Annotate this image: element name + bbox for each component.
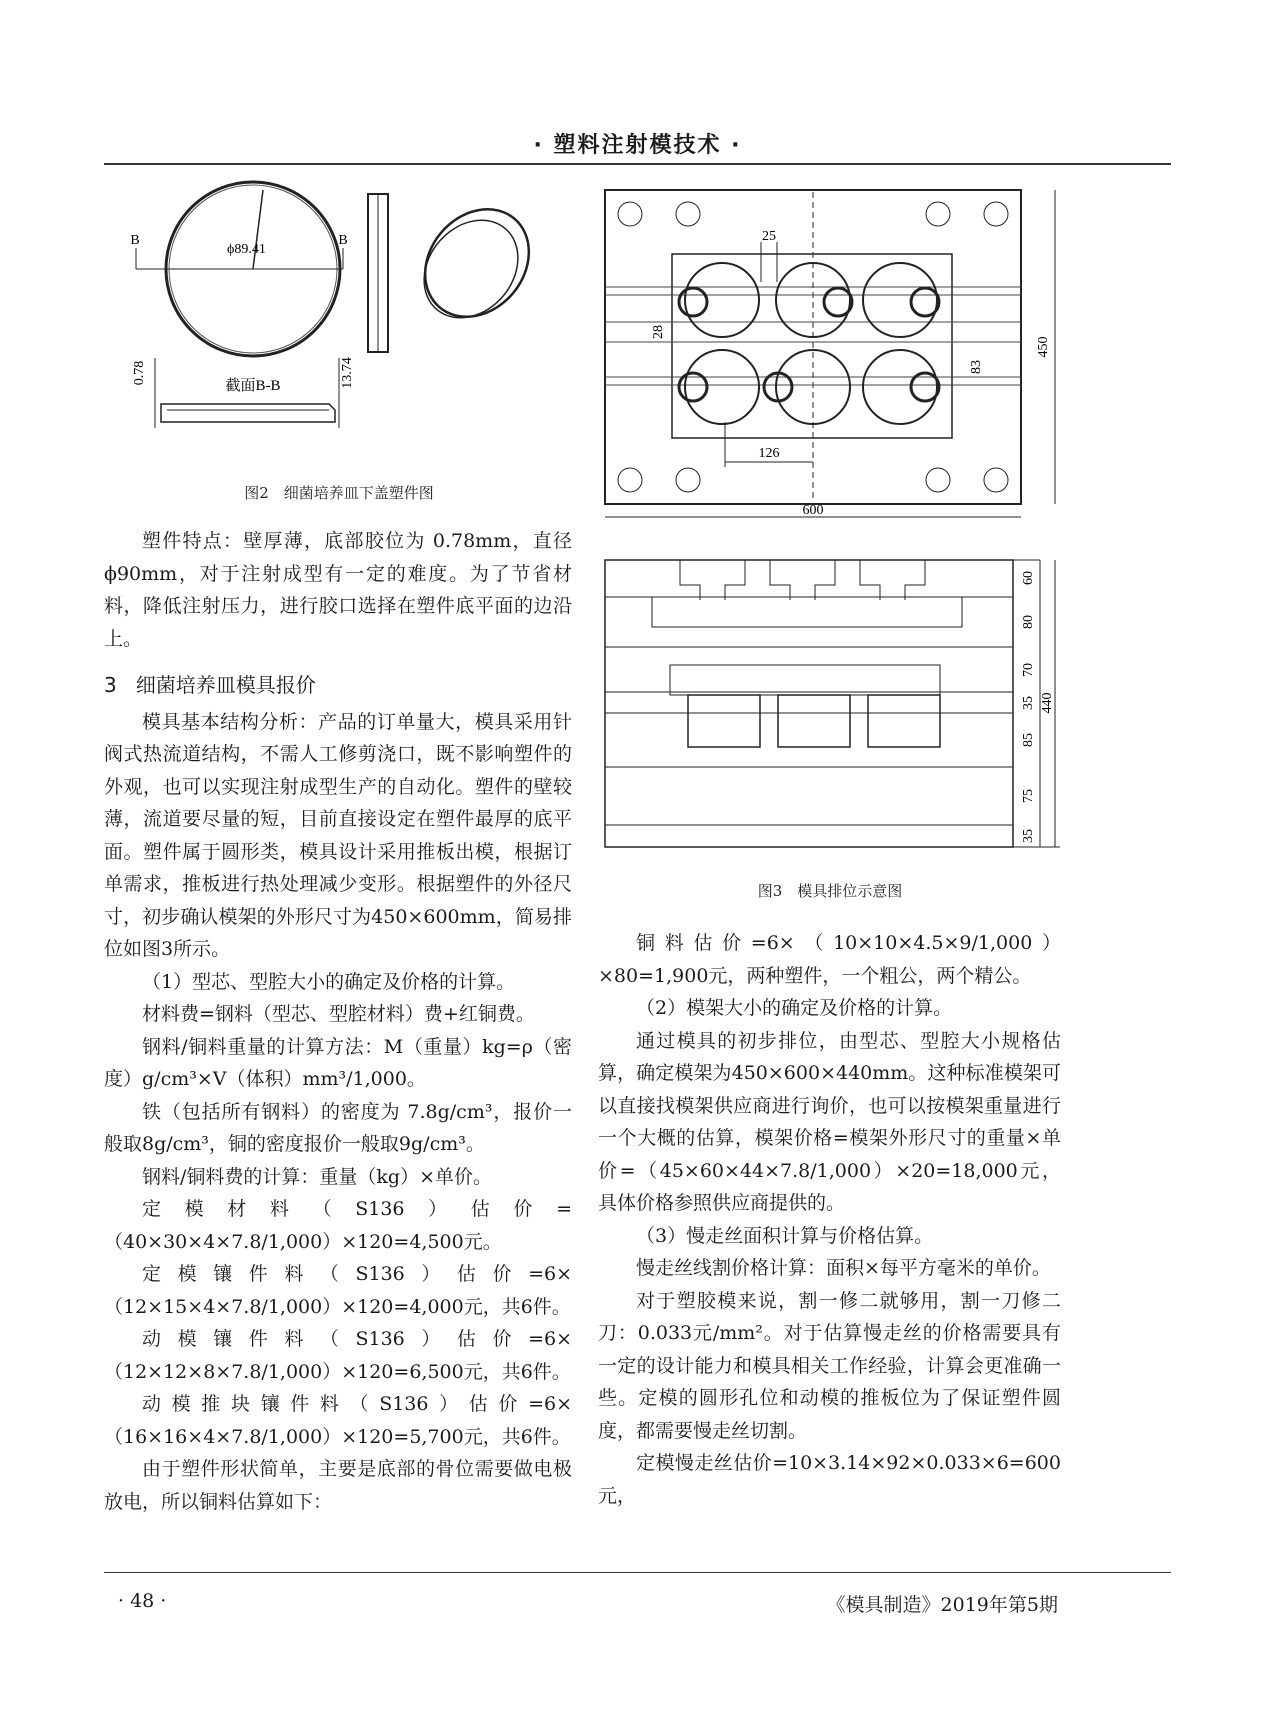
paragraph-features: 塑件特点：壁厚薄，底部胶位为 0.78mm，直径ϕ90mm，对于注射成型有一定的难度。为了节省材料，降低注射压力，进行胶口选择在塑件底平面的边沿上。 xyxy=(104,530,572,650)
left-column xyxy=(104,525,572,1518)
dim-thickness: 0.78 xyxy=(132,360,147,386)
dim-83: 83 xyxy=(969,360,984,374)
side-dim-80: 80 xyxy=(1021,615,1036,629)
paragraph-5: 钢料/铜料费的计算：重量（kg）×单价。 xyxy=(142,1165,492,1188)
side-dim-75: 75 xyxy=(1021,789,1036,803)
footer-rule xyxy=(104,1572,1171,1573)
running-header: · 塑料注射模技术 · xyxy=(533,133,742,158)
right-paragraph-2: （2）模架大小的确定及价格的计算。 xyxy=(636,997,953,1019)
figure3-side-view xyxy=(600,545,1080,855)
paragraph-7: 定模镶件料（S136）估价=6×（12×15×4×7.8/1,000）×120=4,000元，共6件。 xyxy=(104,1263,572,1318)
paragraph-3: 钢料/铜料重量的计算方法：M（重量）kg=ρ（密度）g/cm³×V（体积）mm³/1,000。 xyxy=(104,1035,572,1090)
dim-height: 13.74 xyxy=(340,357,355,389)
right-paragraph-7: 定模慢走丝估价=10×3.14×92×0.033×6=600元， xyxy=(598,1452,1061,1507)
page-number: · 48 · xyxy=(118,1590,167,1612)
figure3-caption: 图3 模具排位示意图 xyxy=(757,882,903,900)
figure3-plan-view xyxy=(600,182,1080,527)
paragraph-structure: 模具基本结构分析：产品的订单量大，模具采用针阀式热流道结构，不需人工修剪浇口，既不影响塑件的外观，也可以实现注射成型生产的自动化。塑件的壁较薄，流道要尽量的短，目前直接设定在塑件最厚的底平面。塑件属于圆形类，模具设计采用推板出模，根据订单需求，推板进行热处理减少变形。根据塑件的外径尺寸，初步确认模架的外形尺寸为450×600mm，简易排位如图3所示。 xyxy=(104,710,572,960)
dim-450: 450 xyxy=(1036,336,1051,358)
section-heading xyxy=(104,669,572,702)
side-dim-35b: 35 xyxy=(1021,829,1036,843)
right-column xyxy=(598,927,1061,1512)
figure2-caption: 图2 细菌培养皿下盖塑件图 xyxy=(244,484,434,502)
right-paragraph-4: （3）慢走丝面积计算与价格估算。 xyxy=(636,1224,934,1247)
side-dim-60: 60 xyxy=(1021,571,1036,585)
section-label: 截面B-B xyxy=(225,378,281,394)
side-dim-35a: 35 xyxy=(1021,696,1036,710)
right-paragraph-3: 通过模具的初步排位，由型芯、型腔大小规格估算，确定模架为450×600×440mm。这种标准模架可以直接找模架供应商进行询价，也可以按模架重量进行一个大概的估算，模架价格=模架外形尺寸的重量×单价=（45×60×44×7.8/1,000）×20=18,000元，具体价格参照供应商提供的。 xyxy=(598,1029,1061,1214)
paragraph-6: 定模材料（S136）估价=（40×30×4×7.8/1,000）×120=4,500元。 xyxy=(104,1198,572,1253)
dim-126: 126 xyxy=(758,446,780,461)
side-dim-85: 85 xyxy=(1021,733,1036,747)
dim-diameter: ϕ89.41 xyxy=(227,242,266,257)
dim-25: 25 xyxy=(762,229,776,244)
paragraph-10: 由于塑件形状简单，主要是底部的骨位需要做电极放电，所以铜料估算如下： xyxy=(104,1458,572,1513)
dim-600: 600 xyxy=(802,503,824,518)
dim-440: 440 xyxy=(1040,692,1055,714)
paragraph-8: 动模镶件料（S136）估价=6×（12×12×8×7.8/1,000）×120=6,500元，共6件。 xyxy=(104,1328,572,1383)
section-mark-right: B xyxy=(338,233,348,248)
header-rule xyxy=(104,163,1171,165)
section-title: 细菌培养皿模具报价 xyxy=(135,673,316,697)
paragraph-2: 材料费=钢料（型芯、型腔材料）费+红铜费。 xyxy=(142,1003,535,1025)
dim-28: 28 xyxy=(651,325,666,339)
section-mark-left: B xyxy=(130,233,140,248)
right-paragraph-1: 铜料估价=6×（10×10×4.5×9/1,000）×80=1,900元，两种塑件，一个粗公，两个精公。 xyxy=(598,932,1061,987)
right-paragraph-5: 慢走丝线割价格计算：面积×每平方毫米的单价。 xyxy=(636,1257,1051,1279)
side-dim-70: 70 xyxy=(1021,663,1036,677)
right-paragraph-6: 对于塑胶模来说，割一修二就够用，割一刀修二刀：0.033元/mm²。对于估算慢走丝的价格需要具有一定的设计能力和模具相关工作经验，计算会更准确一些。定模的圆形孔位和动模的推板位为了保证塑件圆度，都需要慢走丝切割。 xyxy=(598,1289,1061,1442)
journal-name: 《模具制造》2019年第5期 xyxy=(826,1594,1058,1616)
paragraph-4: 铁（包括所有钢料）的密度为 7.8g/cm³，报价一般取8g/cm³，铜的密度报价一般取9g/cm³。 xyxy=(104,1100,572,1155)
figure2-drawing xyxy=(115,178,585,468)
paragraph-9: 动模推块镶件料（S136）估价=6×（16×16×4×7.8/1,000）×120=5,700元，共6件。 xyxy=(104,1393,572,1448)
paragraph-1: （1）型芯、型腔大小的确定及价格的计算。 xyxy=(142,970,516,993)
section-number: 3 xyxy=(104,673,117,697)
